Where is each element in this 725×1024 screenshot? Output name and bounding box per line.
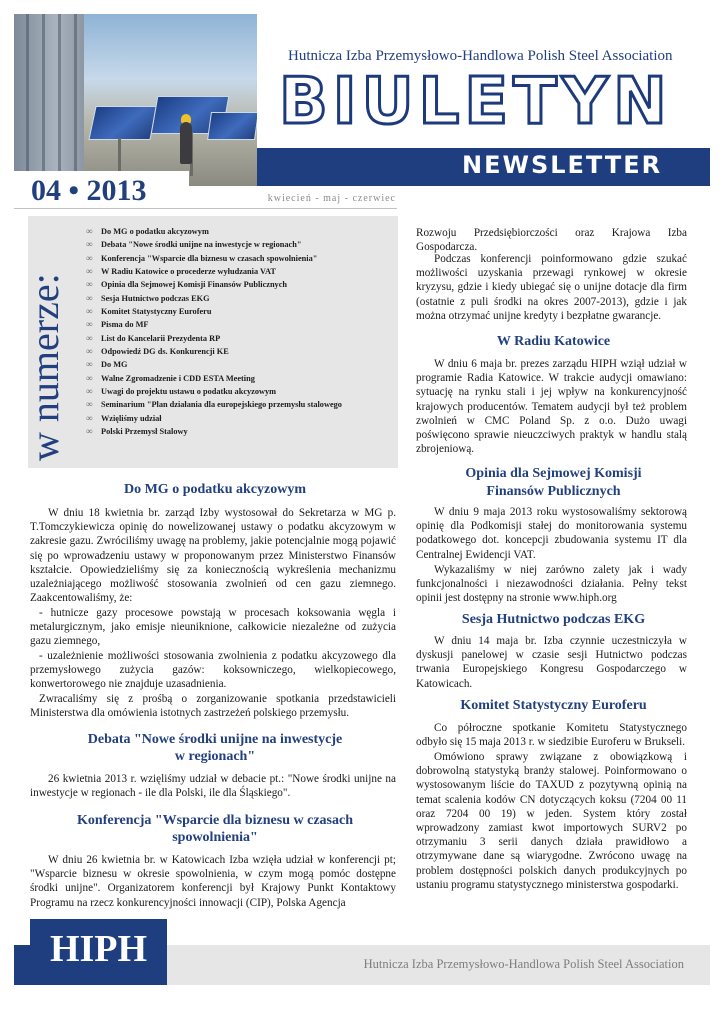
toc-item [86, 225, 391, 238]
article-paragraph: - uzależnienie możliwości stosowania zwolnienia z podatku akcyzowego dla przemysłowego zużycia gazów: koksowniczego, wielkopiecowego, konwertorowego nie znajduje uzasadnienia. [30, 650, 396, 691]
header-divider [14, 208, 397, 209]
toc-item [86, 372, 391, 385]
toc-heading [22, 221, 70, 465]
photo-building-stripe [74, 14, 77, 186]
toc-item [86, 292, 391, 305]
article-heading: w regionach" [174, 749, 256, 764]
article-paragraph: 26 kwietnia 2013 r. wzięliśmy udział w debacie pt.: "Nowe środki unijne na inwestycje w regionach - ile dla Polski, ile dla Śląskiego". [30, 773, 396, 800]
photo-building-stripe [26, 14, 29, 186]
footer-org-name: Hutnicza Izba Przemysłowo-Handlowa Polish Steel Association [363, 957, 684, 971]
article-heading: Finansów Publicznych [486, 484, 621, 499]
toc-bullet-icon: ∞ [86, 412, 93, 423]
article-heading: Sesja Hutnictwo podczas EKG [461, 612, 646, 627]
toc-bullet-icon: ∞ [86, 226, 93, 236]
footer-strip [14, 945, 30, 985]
photo-building-stripe [58, 14, 61, 186]
toc-item-label: Pisma do MF [101, 320, 149, 330]
photo-solar-panel [88, 106, 157, 140]
toc-item [86, 358, 391, 371]
toc-item-label: Uwagi do projektu ustawu o podatku akcyzowym [101, 387, 277, 397]
toc-bullet-icon: ∞ [86, 266, 93, 277]
article-paragraph: W dniu 9 maja 2013 roku wystosowaliśmy sektorową opinię dla Podkomisji stałej do monitorowania systemu podatkowego dot. koncepcji zbudowania systemu IT dla Centralnej Ewidencji VAT. [416, 506, 687, 561]
hiph-logo: HIPH [49, 928, 148, 970]
toc-item-label: W Radiu Katowice o procederze wyłudzania VAT [101, 267, 276, 277]
toc-item-label: Polski Przemysł Stalowy [101, 427, 188, 437]
article-heading: Debata "Nowe środki unijne na inwestycje [87, 732, 343, 747]
toc-bullet-icon: ∞ [86, 426, 93, 437]
toc-item-label: Komitet Statystyczny Euroferu [101, 307, 212, 317]
toc-bullet-icon: ∞ [86, 306, 93, 317]
toc-item-label: Walne Zgromadzenie i CDD ESTA Meeting [101, 373, 255, 383]
article-paragraph: W dniu 6 maja br. prezes zarządu HIPH wziął udział w programie Radia Katowice. W trakcie audycji omawiano: sytuację na rynku stali i jej wpływ na konkurencyjność krajowych producentów. Tematem audycji był też problem zwolnień w CMC Poland Sp. z o.o. Dużo uwagi poświęcono sprawie nieuczciwych praktyk w handlu stalą zbrojeniową. [416, 358, 687, 456]
toc-item-label: Do MG o podatku akcyzowym [101, 227, 209, 236]
toc-item [86, 385, 391, 398]
toc-bullet-icon: ∞ [86, 279, 93, 290]
toc-bullet-icon: ∞ [86, 372, 93, 383]
toc-bullet-icon: ∞ [86, 346, 93, 357]
article-paragraph: Zwracaliśmy się z prośbą o zorganizowanie spotkania przedstawicieli Ministerstwa dla omówienia istotnych zastrzeżeń polskiego przemysłu. [30, 693, 396, 720]
toc-item [86, 238, 391, 251]
article-heading: spowolnienia" [172, 830, 258, 845]
toc-item [86, 425, 391, 438]
article-heading: Do MG o podatku akcyzowym [123, 482, 306, 497]
svg-text:w numerze:: w numerze: [22, 273, 67, 461]
toc-bullet-icon: ∞ [86, 319, 93, 330]
article-paragraph: Rozwoju Przedsiębiorczości oraz Krajowa Izba Gospodarcza. [416, 227, 687, 254]
article-paragraph: - hutnicze gazy procesowe powstają w procesach koksowania węgla i metalurgicznym, jako emisje nieuniknione, całkowicie niezależne od zużycia gazu ziemnego, [30, 607, 396, 648]
toc-item [86, 265, 391, 278]
toc-bullet-icon: ∞ [86, 332, 93, 343]
header-org-name: Hutnicza Izba Przemysłowo-Handlowa Polish Steel Association [288, 48, 673, 64]
toc-item-label: Wzięliśmy udział [101, 413, 162, 423]
toc-item-label: Odpowiedź DG ds. Konkurencji KE [101, 347, 229, 357]
toc-item-label: Konferencja "Wsparcie dla biznesu w czasach spowolnienia" [101, 253, 318, 263]
toc-item [86, 252, 391, 265]
toc-bullet-icon: ∞ [86, 386, 93, 397]
toc-item-label: Do MG [101, 360, 128, 370]
toc-item-label: Sesja Hutnictwo podczas EKG [101, 293, 210, 303]
article-paragraph: Omówiono sprawy związane z obowiązkową i dobrowolną statystyką branży stalowej. Poinformowano o wystosowanym liście do TAXUD z pozytywną opinią na temat scalenia kodów CN dotyczących koksu (7204 00 11 oraz 7204 00 19) w jeden. System który został wprowadzony zamiast kwot importowych SURV2 po otrzymaniu 3 serii danych działa prawidłowo a otrzymywane dane są wiarygodne. Zwrócono uwagę na problem dostępności polskich danych produkcyjnych po ustaniu programu statystycznego ministerstwa gospodarki. [416, 751, 687, 891]
issue-number: 04 • 2013 [31, 174, 147, 207]
toc-item-label: Seminarium "Plan działania dla europejskiego przemysłu stalowego [101, 400, 342, 410]
toc-item [86, 398, 391, 411]
toc-item-label: Debata "Nowe środki unijne na inwestycje w regionach" [101, 240, 302, 250]
toc-bullet-icon: ∞ [86, 399, 93, 410]
photo-building-stripe [42, 14, 45, 186]
toc-bullet-icon: ∞ [86, 359, 93, 370]
photo-solar-panel [207, 112, 257, 140]
article-heading: W Radiu Katowice [496, 334, 611, 349]
toc-item [86, 412, 391, 425]
article-paragraph: W dniu 14 maja br. Izba czynnie uczestniczyła w dyskusji panelowej w czasie sesji Hutnictwo podczas trwania Europejskiego Kongresu Gospodarczego w Katowicach. [416, 635, 687, 690]
toc-bullet-icon: ∞ [86, 292, 93, 303]
toc-item-label: List do Kancelarii Prezydenta RP [101, 333, 221, 343]
toc-item [86, 278, 391, 291]
article-paragraph: Podczas konferencji poinformowano gdzie szukać możliwości uzyskania przewagi rynkowej w okresie kryzysu, gdzie i kiedy ubiegać się o unijne dotacje dla firm (ostatnie z puli środki na okres 2007-2013), gdzie i jak można otrzymać unijne kredyty i bezpłatne gwarancje. [416, 253, 687, 322]
article-paragraph: Co półroczne spotkanie Komitetu Statystycznego odbyło się 15 maja 2013 r. w siedzibie Euroferu w Brukseli. [416, 722, 687, 749]
newsletter-title: BIULETYN [279, 65, 672, 139]
toc-item-label: Opinia dla Sejmowej Komisji Finansów Publicznych [101, 280, 288, 290]
newsletter-subtitle: NEWSLETTER [462, 151, 663, 179]
article-paragraph: W dniu 26 kwietnia br. w Katowicach Izba wzięła udział w konferencji pt; "Wsparcie biznesu w okresie spowolnienia, w czym mogą pomóc dostępne środki unijne". Organizatorem konferencji był Krajowy Punkt Kontaktowy Programu na rzecz konkurencyjności innowacji (CIP), Polska Agencja [30, 854, 396, 909]
header-photo-solar-panels [14, 14, 257, 186]
article-heading: Opinia dla Sejmowej Komisji [465, 466, 642, 481]
toc-list [86, 225, 391, 439]
toc-item [86, 345, 391, 358]
photo-worker [180, 122, 192, 164]
toc-item [86, 305, 391, 318]
article-heading: Komitet Statystyczny Euroferu [460, 698, 647, 713]
article-heading: Konferencja "Wsparcie dla biznesu w czasach [77, 813, 353, 828]
article-paragraph: Wykazaliśmy w niej zarówno zalety jak i wady funkcjonalności i niezawodności działania. Pełny tekst opinii jest dostępny na stronie www.hiph.org [416, 564, 687, 605]
toc-item [86, 332, 391, 345]
issue-months: kwiecień - maj - czerwiec [267, 193, 396, 204]
article-paragraph: W dniu 18 kwietnia br. zarząd Izby wystosował do Sekretarza w MG p. T.Tomczykiewicza opinię do nowelizowanej ustawy o podatku akcyzowym w zakresie gazu. Zwróciliśmy uwagę na problemy, jakie potencjalnie mogą pojawić się po wprowadzeniu ustawy w proponowanym przez Ministerstwo Finansów kształcie. Opowiedzieliśmy się za koniecznością wykreślenia mechanizmu uzależniającego możliwość stosowania zwolnień od cen gazu ziemnego. Zaakcentowaliśmy, że: [30, 507, 396, 605]
toc-item [86, 318, 391, 331]
toc-bullet-icon: ∞ [86, 239, 93, 250]
toc-bullet-icon: ∞ [86, 252, 93, 263]
